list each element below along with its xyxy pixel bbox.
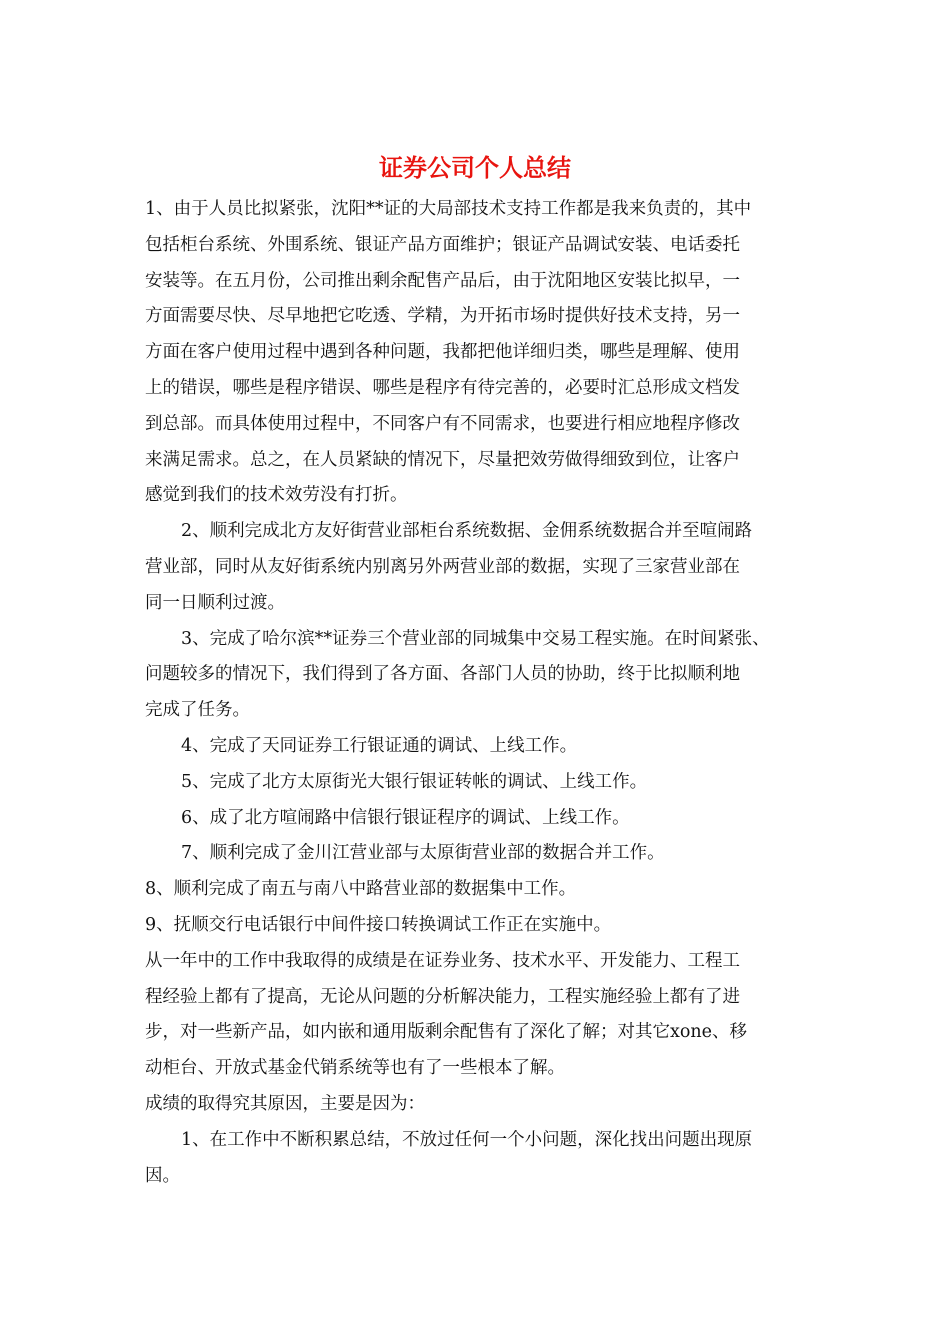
- text-line: 从一年中的工作中我取得的成绩是在证券业务、技术水平、开发能力、工程工: [145, 950, 740, 971]
- text-line: 同一日顺利过渡。: [145, 592, 285, 613]
- text-line: 1、在工作中不断积累总结，不放过任何一个小问题，深化找出问题出现原: [181, 1129, 753, 1150]
- text-line: 3、完成了哈尔滨**证券三个营业部的同城集中交易工程实施。在时间紧张、: [181, 628, 770, 649]
- text-line: 营业部，同时从友好街系统内别离另外两营业部的数据，实现了三家营业部在: [145, 556, 740, 577]
- text-line: 7、顺利完成了金川江营业部与太原街营业部的数据合并工作。: [181, 843, 665, 864]
- text-line: 1、由于人员比拟紧张，沈阳**证的大局部技术支持工作都是我来负责的，其中: [145, 199, 752, 219]
- text-line: 方面需要尽快、尽早地把它吃透、学精，为开拓市场时提供好技术支持，另一: [145, 306, 740, 327]
- text-line: 完成了任务。: [145, 700, 250, 721]
- text-line: 程经验上都有了提高，无论从问题的分析解决能力，工程实施经验上都有了进: [145, 986, 740, 1007]
- text-line: 问题较多的情况下，我们得到了各方面、各部门人员的协助，终于比拟顺利地: [145, 664, 740, 685]
- text-line: 来满足需求。总之，在人员紧缺的情况下，尽量把效劳做得细致到位，让客户: [145, 449, 740, 470]
- text-line: 安装等。在五月份，公司推出剩余配售产品后，由于沈阳地区安装比拟早，一: [145, 270, 740, 291]
- text-line: 8、顺利完成了南五与南八中路营业部的数据集中工作。: [145, 879, 577, 900]
- text-line: 到总部。而具体使用过程中，不同客户有不同需求，也要进行相应地程序修改: [145, 413, 740, 434]
- text-line: 因。: [145, 1165, 180, 1186]
- text-line: 步，对一些新产品，如内嵌和通用版剩余配售有了深化了解；对其它xone、移: [145, 1022, 748, 1043]
- text-line: 2、顺利完成北方友好街营业部柜台系统数据、金佣系统数据合并至喧闹路: [181, 521, 753, 542]
- text-line: 成绩的取得究其原因，主要是因为：: [145, 1093, 425, 1114]
- text-line: 5、完成了北方太原街光大银行银证转帐的调试、上线工作。: [181, 771, 648, 792]
- text-line: 感觉到我们的技术效劳没有打折。: [145, 485, 408, 506]
- text-line: 6、成了北方喧闹路中信银行银证程序的调试、上线工作。: [181, 807, 630, 828]
- text-line: 方面在客户使用过程中遇到各种问题，我都把他详细归类，哪些是理解、使用: [145, 342, 740, 363]
- document-title: 证券公司个人总结: [379, 153, 571, 182]
- text-line: 动柜台、开放式基金代销系统等也有了一些根本了解。: [145, 1058, 565, 1079]
- text-line: 上的错误，哪些是程序错误、哪些是程序有待完善的，必要时汇总形成文档发: [145, 377, 740, 398]
- text-line: 包括柜台系统、外围系统、银证产品方面维护；银证产品调试安装、电话委托: [145, 234, 740, 255]
- text-line: 9、抚顺交行电话银行中间件接口转换调试工作正在实施中。: [145, 914, 612, 935]
- text-line: 4、完成了天同证券工行银证通的调试、上线工作。: [181, 735, 578, 756]
- document-body: [145, 192, 825, 1194]
